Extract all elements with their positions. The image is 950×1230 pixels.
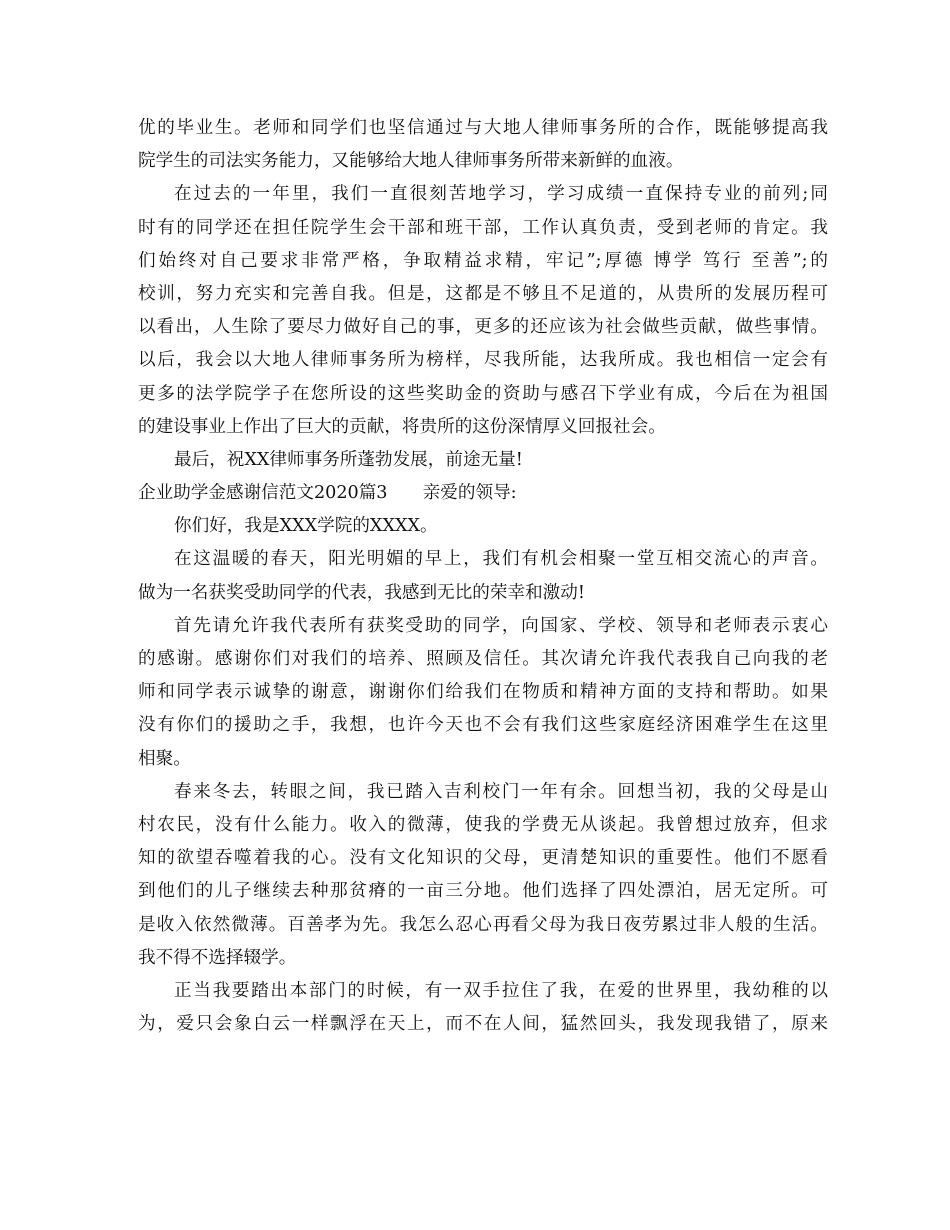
- text-line: 我不得不选择辍学。: [138, 947, 297, 968]
- text-line: 到他们的儿子继续去种那贫瘠的一亩三分地。他们选择了四处漂泊，居无定所。可: [138, 881, 828, 902]
- text-line: 企业助学金感谢信范文2020篇3 亲爱的领导:: [138, 483, 517, 504]
- text-line: 首先请允许我代表所有获奖受助的同学，向国家、学校、领导和老师表示衷心: [174, 615, 828, 636]
- text-line: 校训，努力充实和完善自我。但是，这都是不够且不足道的，从贵所的发展历程可: [138, 283, 828, 304]
- text-line: 的建设事业上作出了巨大的贡献，将贵所的这份深情厚义回报社会。: [138, 416, 666, 437]
- text-line: 没有你们的援助之手，我想，也许今天也不会有我们这些家庭经济困难学生在这里: [138, 715, 828, 736]
- text-line: 相聚。: [138, 748, 191, 769]
- text-line: 村农民，没有什么能力。收入的微薄，使我的学费无从谈起。我曾想过放弃，但求: [138, 814, 828, 835]
- text-line: 院学生的司法实务能力，又能够给大地人律师事务所带来新鲜的血液。: [138, 151, 684, 172]
- text-line: 做为一名获奖受助同学的代表，我感到无比的荣幸和激动!: [138, 582, 585, 603]
- text-line: 知的欲望吞噬着我的心。没有文化知识的父母，更清楚知识的重要性。他们不愿看: [138, 848, 828, 869]
- text-line: 们始终对自己要求非常严格，争取精益求精，牢记”;厚德 博学 笃行 至善”;的: [138, 250, 828, 271]
- text-line: 在这温暖的春天，阳光明媚的早上，我们有机会相聚一堂互相交流心的声音。: [174, 549, 828, 570]
- text-line: 是收入依然微薄。百善孝为先。我怎么忍心再看父母为我日夜劳累过非人般的生活。: [138, 914, 828, 935]
- text-line: 以后，我会以大地人律师事务所为榜样，尽我所能，达我所成。我也相信一定会有: [138, 350, 828, 371]
- document-page: [138, 112, 828, 1041]
- text-line: 以看出，人生除了要尽力做好自己的事，更多的还应该为社会做些贡献，做些事情。: [138, 317, 828, 338]
- text-line: 的感谢。感谢你们对我们的培养、照顾及信任。其次请允许我代表我自己向我的老: [138, 649, 828, 669]
- text-line: 师和同学表示诚挚的谢意，谢谢你们给我们在物质和精神方面的支持和帮助。如果: [138, 682, 828, 703]
- text-line: 更多的法学院学子在您所设的这些奖助金的资助与感召下学业有成，今后在为祖国: [138, 383, 828, 404]
- text-line: 正当我要踏出本部门的时候，有一双手拉住了我，在爱的世界里，我幼稚的以: [174, 980, 828, 1001]
- text-line: 为，爱只会象白云一样飘浮在天上，而不在人间，猛然回头，我发现我错了，原来: [138, 1014, 828, 1035]
- text-line: 你们好，我是XXX学院的XXXX。: [174, 516, 438, 537]
- text-line: 时有的同学还在担任院学生会干部和班干部，工作认真负责，受到老师的肯定。我: [138, 217, 828, 238]
- text-line: 最后，祝XX律师事务所蓬勃发展，前途无量!: [174, 449, 523, 470]
- text-line: 优的毕业生。老师和同学们也坚信通过与大地人律师事务所的合作，既能够提高我: [138, 118, 828, 138]
- text-line: 春来冬去，转眼之间，我已踏入吉利校门一年有余。回想当初，我的父母是山: [174, 781, 828, 802]
- text-line: 在过去的一年里，我们一直很刻苦地学习，学习成绩一直保持专业的前列;同: [174, 184, 828, 205]
